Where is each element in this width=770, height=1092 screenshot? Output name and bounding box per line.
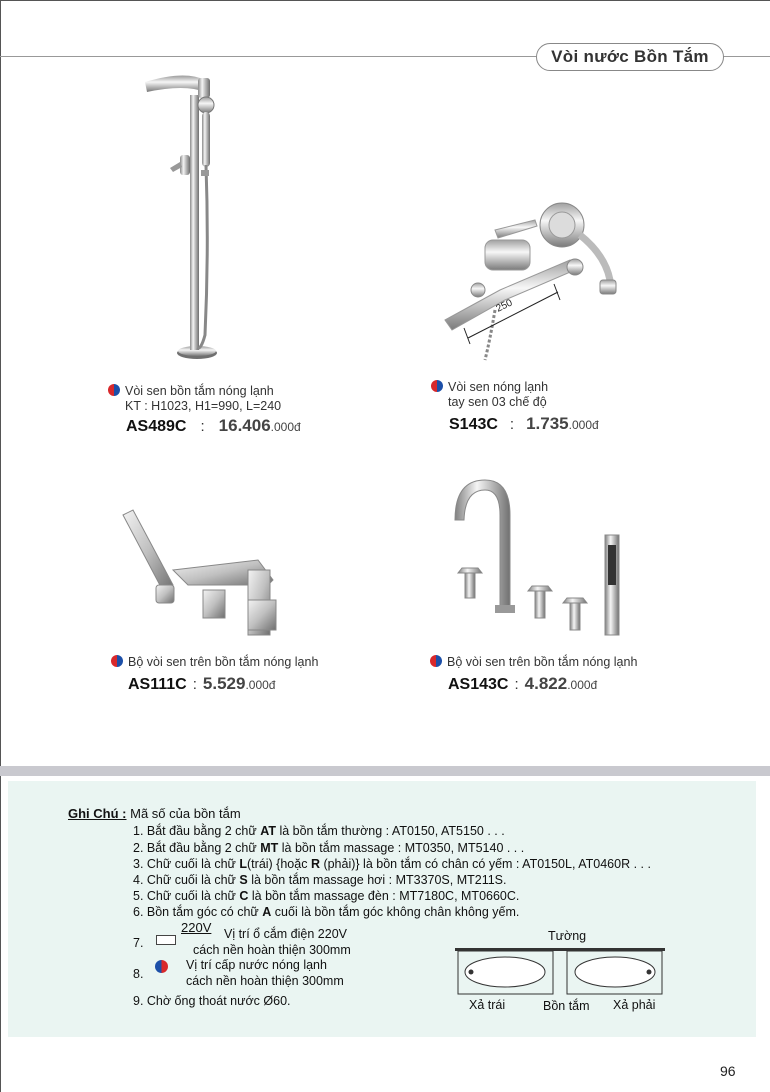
product-desc: Vòi sen nóng lạnh	[448, 380, 549, 394]
product-image-as143c	[440, 470, 640, 645]
note-item-7-num: 7.	[133, 936, 144, 950]
product-code: AS143C	[448, 676, 509, 693]
product-image-s143c	[440, 200, 640, 370]
product-price: 16.406	[218, 416, 271, 435]
notes-heading	[68, 806, 241, 821]
note-item-5: 5. Chữ cuối là chữ C là bồn tắm massage đèn : MT7180C, MT0660C.	[133, 889, 520, 903]
section-divider-band	[0, 766, 770, 776]
product-price-as489c	[126, 416, 301, 436]
page-border-left	[0, 0, 1, 1092]
notes-subtitle: Mã số của bồn tắm	[130, 806, 241, 821]
hot-cold-icon	[155, 960, 168, 973]
product-image-as111c	[118, 505, 298, 645]
page-border-top	[0, 0, 770, 1]
price-suffix: .000đ	[568, 418, 599, 432]
product-caption-as489c	[108, 384, 281, 414]
note-item-8-line1: Vị trí cấp nước nóng lạnh	[186, 958, 327, 972]
product-price-as111c	[128, 674, 275, 694]
note-item-8-num: 8.	[133, 967, 144, 981]
left-drain-label: Xả trái	[469, 998, 506, 1012]
hot-cold-icon	[431, 380, 443, 392]
note-item-4: 4. Chữ cuối là chữ S là bồn tắm massage hơi : MT3370S, MT211S.	[133, 873, 507, 887]
product-desc: Bộ vòi sen trên bồn tắm nóng lạnh	[447, 655, 638, 669]
voltage-label: 220V	[181, 920, 212, 935]
note-item-6: 6. Bồn tắm góc có chữ A cuối là bồn tắm góc không chân không yếm.	[133, 905, 520, 919]
product-price-as143c	[448, 674, 597, 694]
right-drain-label: Xả phải	[613, 998, 656, 1012]
product-price: 4.822	[524, 674, 568, 693]
product-code: S143C	[449, 416, 498, 433]
wall-label: Tường	[548, 929, 587, 943]
bathtub-drain-diagram	[455, 948, 665, 998]
product-code: AS489C	[126, 418, 187, 435]
colon: :	[514, 676, 519, 693]
bathtub-label: Bồn tắm	[543, 999, 590, 1013]
product-caption-as143c	[430, 655, 637, 670]
header-rule-right	[722, 56, 770, 57]
colon: :	[192, 676, 197, 693]
header-rule	[0, 56, 536, 57]
note-item-9: 9. Chờ ống thoát nước Ø60.	[133, 994, 291, 1008]
product-spec: KT : H1023, H1=990, L=240	[125, 399, 282, 413]
note-item-1: 1. Bắt đầu bằng 2 chữ AT là bồn tắm thường : AT0150, AT5150 . . .	[133, 824, 505, 838]
note-item-7-line1: Vị trí ổ cắm điện 220V	[224, 927, 347, 941]
product-desc: Vòi sen bồn tắm nóng lạnh	[125, 384, 274, 398]
price-suffix: .000đ	[567, 678, 598, 692]
product-price: 1.735	[526, 414, 569, 433]
product-caption-as111c	[111, 655, 318, 670]
section-title: Vòi nước Bồn Tắm	[536, 43, 724, 71]
product-price: 5.529	[202, 674, 246, 693]
dimension-label: 250	[494, 297, 515, 315]
notes-title: Ghi Chú :	[68, 806, 127, 821]
note-item-3: 3. Chữ cuối là chữ L(trái) {hoặc R (phải)} là bồn tắm có chân có yếm : AT0150L, AT0460R . . .	[133, 857, 651, 871]
price-suffix: .000đ	[245, 678, 276, 692]
product-spec: tay sen 03 chế độ	[448, 395, 547, 409]
product-desc: Bộ vòi sen trên bồn tắm nóng lạnh	[128, 655, 319, 669]
price-suffix: .000đ	[270, 420, 301, 434]
note-item-2: 2. Bắt đầu bằng 2 chữ MT là bồn tắm massage : MT0350, MT5140 . . .	[133, 841, 525, 855]
hot-cold-icon	[108, 384, 120, 396]
product-caption-s143c	[431, 380, 548, 410]
hot-cold-icon	[430, 655, 442, 667]
power-socket-icon	[156, 935, 176, 945]
note-item-8-line2: cách nền hoàn thiện 300mm	[186, 974, 344, 988]
product-price-s143c	[449, 414, 599, 434]
page-number: 96	[720, 1063, 736, 1079]
hot-cold-icon	[111, 655, 123, 667]
colon: :	[509, 416, 515, 433]
product-image-as489c	[135, 70, 255, 370]
product-code: AS111C	[128, 676, 187, 693]
note-item-7-line2: cách nền hoàn thiện 300mm	[193, 943, 351, 957]
colon: :	[200, 418, 205, 435]
